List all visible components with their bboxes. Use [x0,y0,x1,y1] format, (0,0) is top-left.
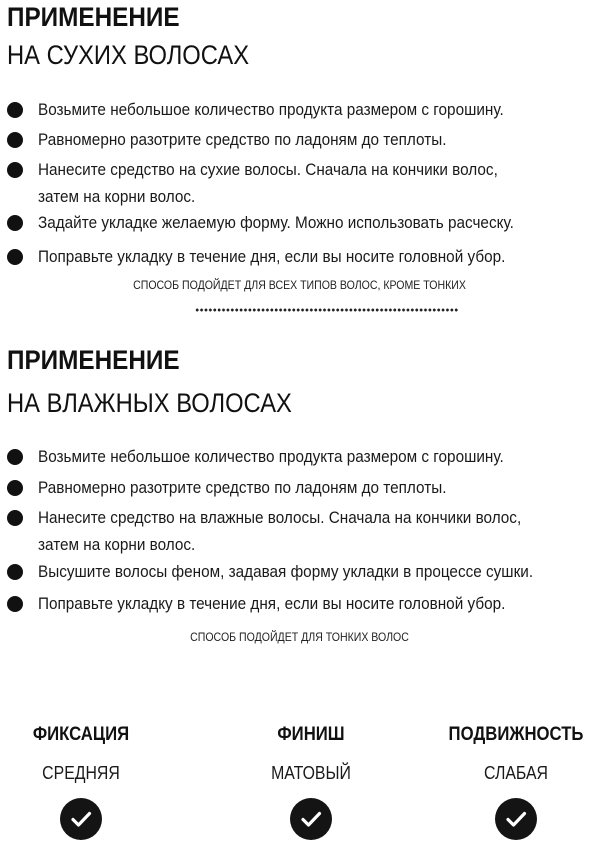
wet-step-1-text: Возьмите небольшое количество продукта размером с горошину. [38,447,504,466]
wet-step-2-text: Равномерно разотрите средство по ладоням до теплоты. [38,478,447,497]
bullet-icon [7,215,23,231]
dry-section-title: ПРИМЕНЕНИЕ [7,2,180,32]
property-fixation-label: ФИКСАЦИЯ [32,724,130,745]
dry-step-1-text: Возьмите небольшое количество продукта размером с горошину. [38,100,504,119]
property-mobility [426,722,599,842]
bullet-icon [7,510,23,526]
dry-step-5-text: Поправьте укладку в течение дня, если вы носите головной убор. [38,247,506,266]
wet-section-subtitle: НА ВЛАЖНЫХ ВОЛОСАХ [7,388,292,418]
dry-step-3-text-line-2: затем на корни волос. [38,187,196,206]
check-circle-icon [290,798,332,840]
dry-step-4-text: Задайте укладке желаемую форму. Можно использовать расческу. [38,213,514,232]
property-fixation-value: СРЕДНЯЯ [42,763,120,783]
wet-step-5-text: Поправьте укладку в течение дня, если вы носите головной убор. [38,594,506,613]
property-finish [221,722,401,842]
dry-step-2-text: Равномерно разотрите средство по ладоням до теплоты. [38,130,447,149]
bullet-icon [7,564,23,580]
property-mobility-label: ПОДВИЖНОСТЬ [448,724,584,745]
bullet-icon [7,480,23,496]
dry-section-subtitle: НА СУХИХ ВОЛОСАХ [7,40,250,70]
check-circle-icon [495,798,537,840]
dry-note: СПОСОБ ПОДОЙДЕТ ДЛЯ ВСЕХ ТИПОВ ВОЛОС, КРОМЕ ТОНКИХ [133,278,466,292]
dotted-divider [195,307,459,313]
dry-step-3-text-line-1: Нанесите средство на сухие волосы. Сначала на кончики волос, [38,160,498,179]
bullet-icon [7,162,23,178]
wet-note: СПОСОБ ПОДОЙДЕТ ДЛЯ ТОНКИХ ВОЛОС [190,630,409,644]
property-fixation [0,722,171,842]
wet-step-3-text-line-2: затем на корни волос. [38,535,196,554]
bullet-icon [7,249,23,265]
wet-step-3-text-line-1: Нанесите средство на влажные волосы. Сначала на кончики волос, [38,508,522,527]
bullet-icon [7,102,23,118]
wet-section-title: ПРИМЕНЕНИЕ [7,345,180,375]
bullet-icon [7,132,23,148]
property-mobility-value: СЛАБАЯ [484,763,548,783]
property-finish-label: ФИНИШ [277,724,345,745]
bullet-icon [7,449,23,465]
bullet-icon [7,596,23,612]
wet-step-4-text: Высушите волосы феном, задавая форму укладки в процессе сушки. [38,562,534,581]
check-circle-icon [60,798,102,840]
property-finish-value: МАТОВЫЙ [271,763,351,783]
